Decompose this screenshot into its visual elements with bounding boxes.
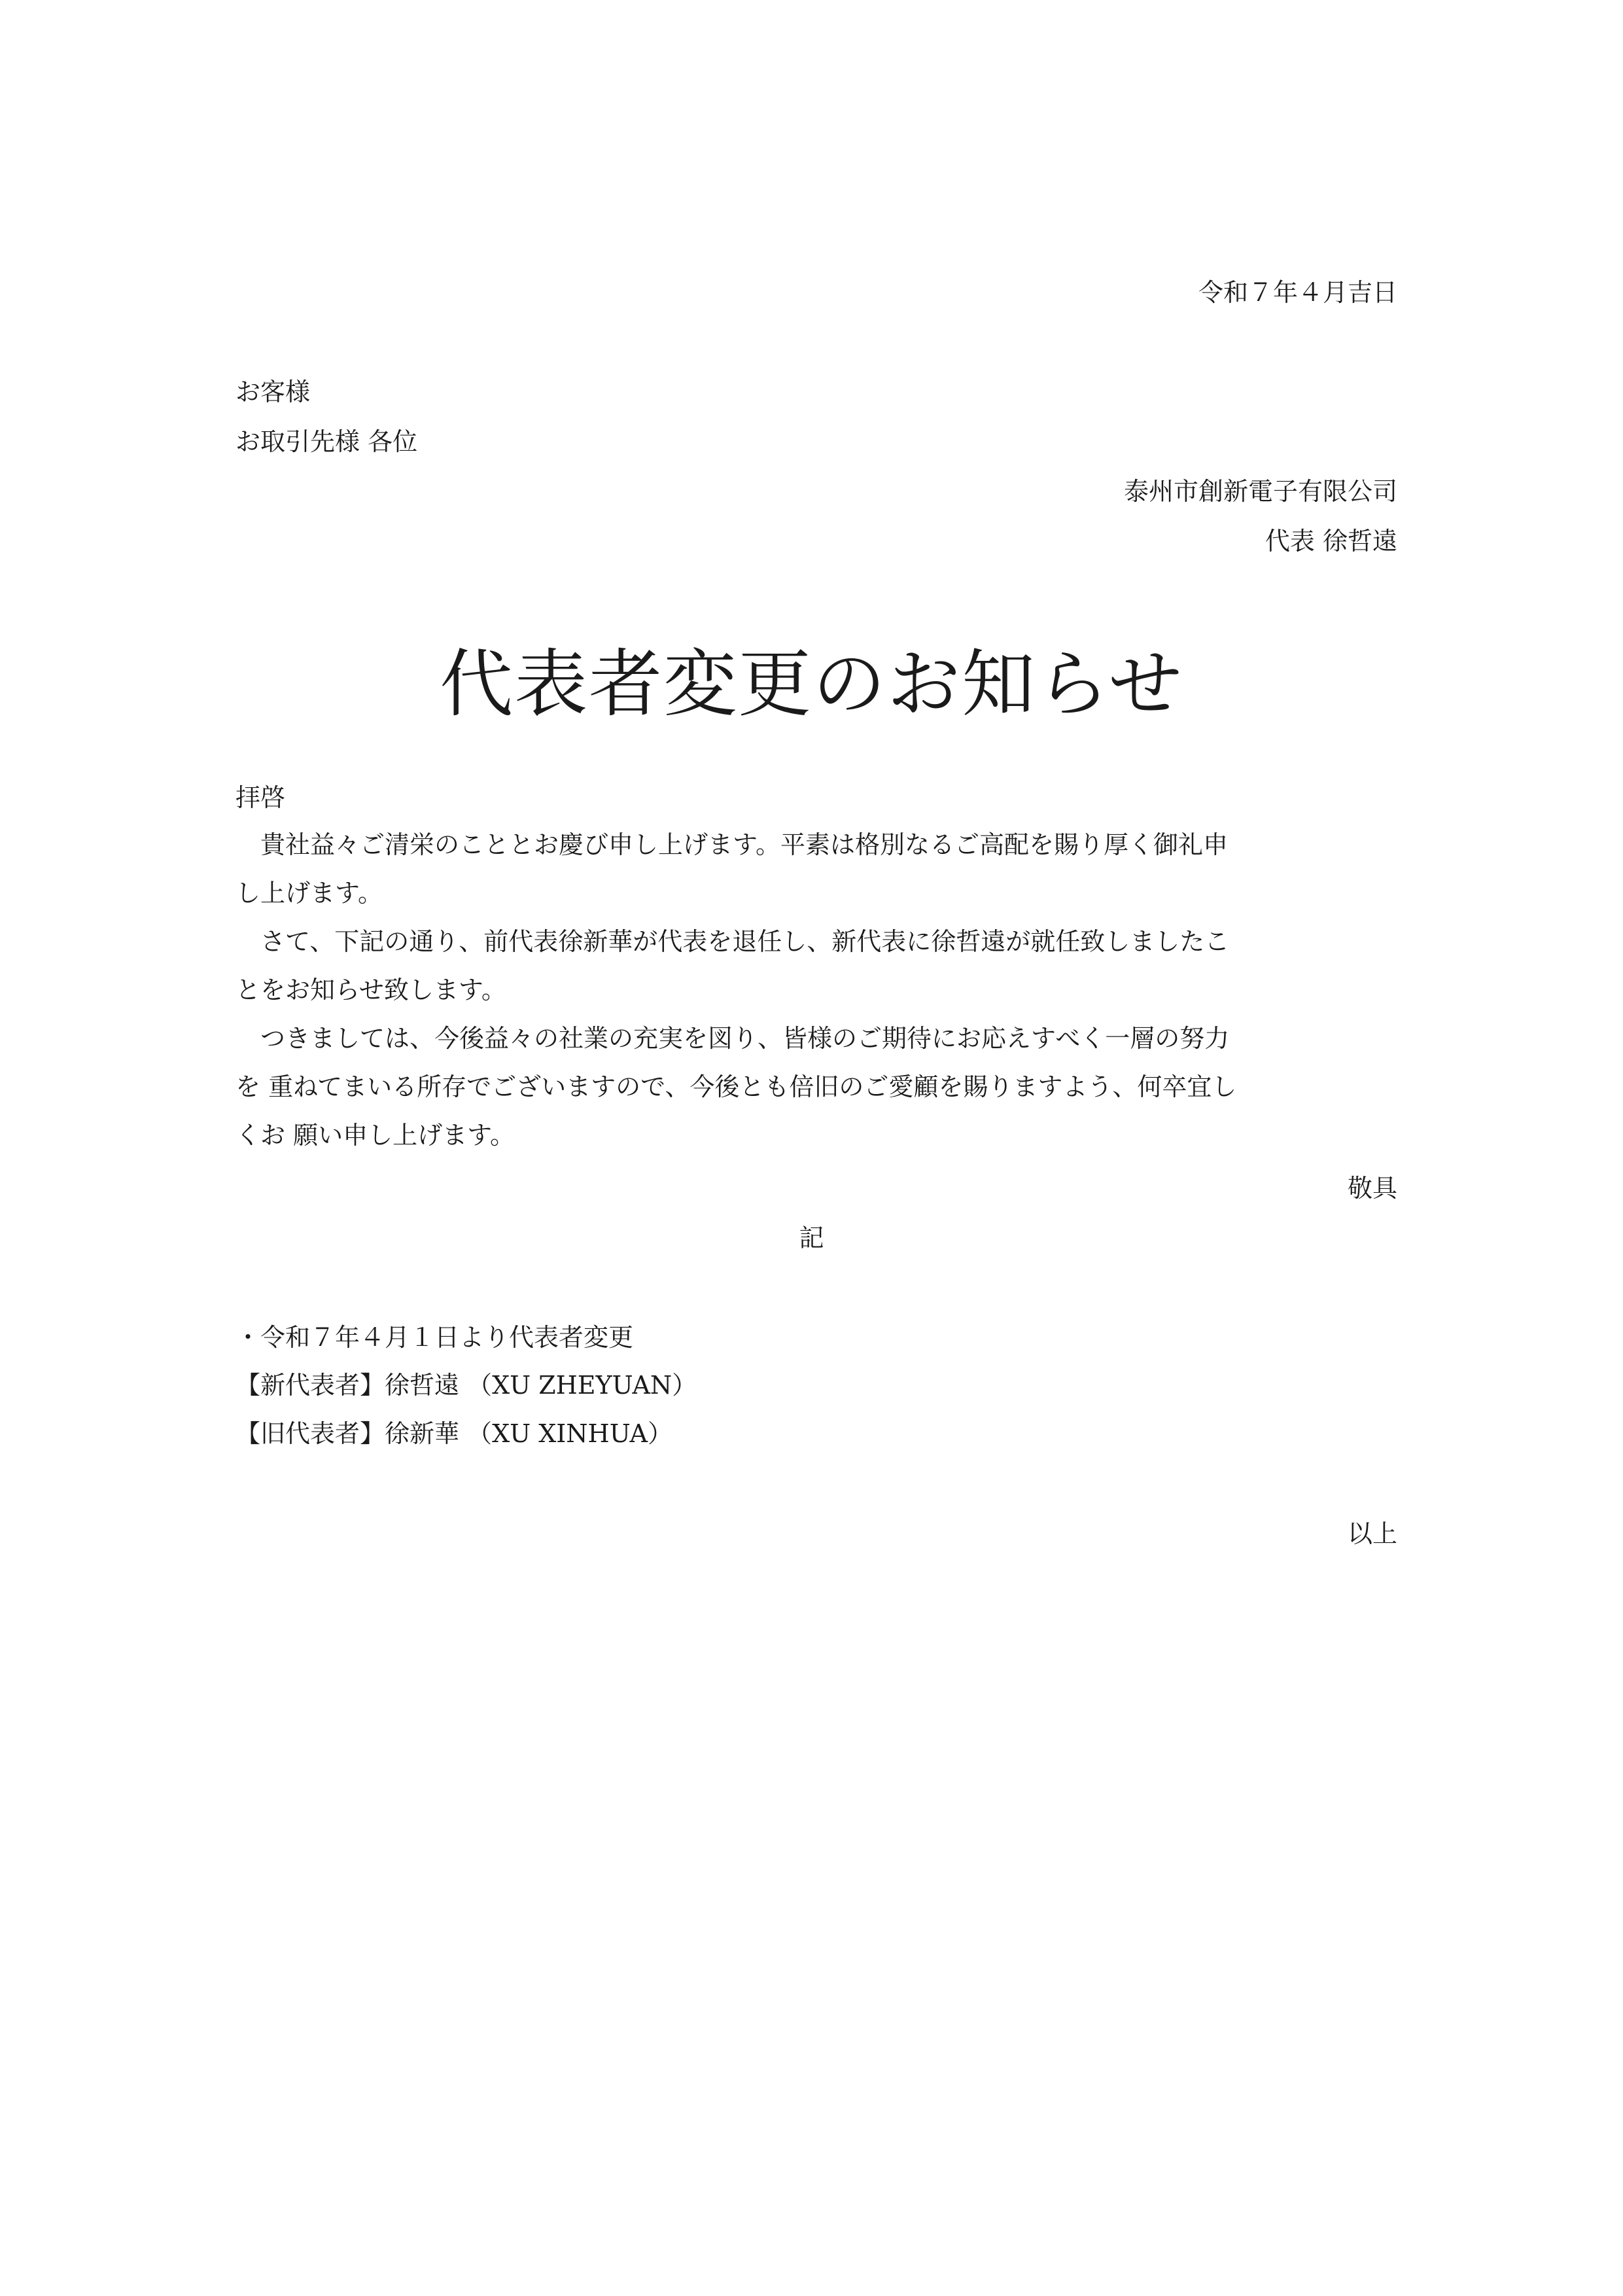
page-title: 代表者変更のお知らせ (440, 642, 1183, 727)
recipient-partners: お取引先様 各位 (236, 427, 418, 456)
recipient-customers: お客様 (236, 378, 311, 406)
detail-change-date: ・令和７年４月１日より代表者変更 (236, 1323, 634, 1352)
body-line: とをお知らせ致します。 (236, 976, 506, 1004)
body-line: つきましては、今後益々の社業の充実を図り、皆様のご期待にお応えすべく一層の努力 (236, 1024, 1230, 1053)
detail-new-representative: 【新代表者】徐哲遠 （XU ZHEYUAN） (236, 1371, 697, 1400)
detail-former-representative: 【旧代表者】徐新華 （XU XINHUA） (236, 1419, 672, 1448)
sender-representative: 代表 徐哲遠 (1265, 527, 1397, 556)
closing-phrase: 敬具 (1347, 1174, 1397, 1203)
ki-heading: 記 (799, 1224, 824, 1252)
body-paragraph (236, 821, 1397, 1159)
body-line: を 重ねてまいる所存でございますので、今後とも倍旧のご愛顧を賜りますよう、何卒宜し (236, 1072, 1237, 1101)
body-line: さて、下記の通り、前代表徐新華が代表を退任し、新代表に徐哲遠が就任致しましたこ (236, 927, 1230, 956)
end-mark: 以上 (1347, 1519, 1397, 1548)
date: 令和７年４月吉日 (1198, 278, 1397, 307)
body-line: 貴社益々ご清栄のこととお慶び申し上げます。平素は格別なるご高配を賜り厚く御礼申 (236, 830, 1228, 859)
sender-company: 泰州市創新電子有限公司 (1123, 477, 1397, 506)
body-line: くお 願い申し上げます。 (236, 1121, 515, 1150)
body-line: し上げます。 (236, 879, 383, 908)
opening-salutation: 拝啓 (236, 783, 286, 812)
